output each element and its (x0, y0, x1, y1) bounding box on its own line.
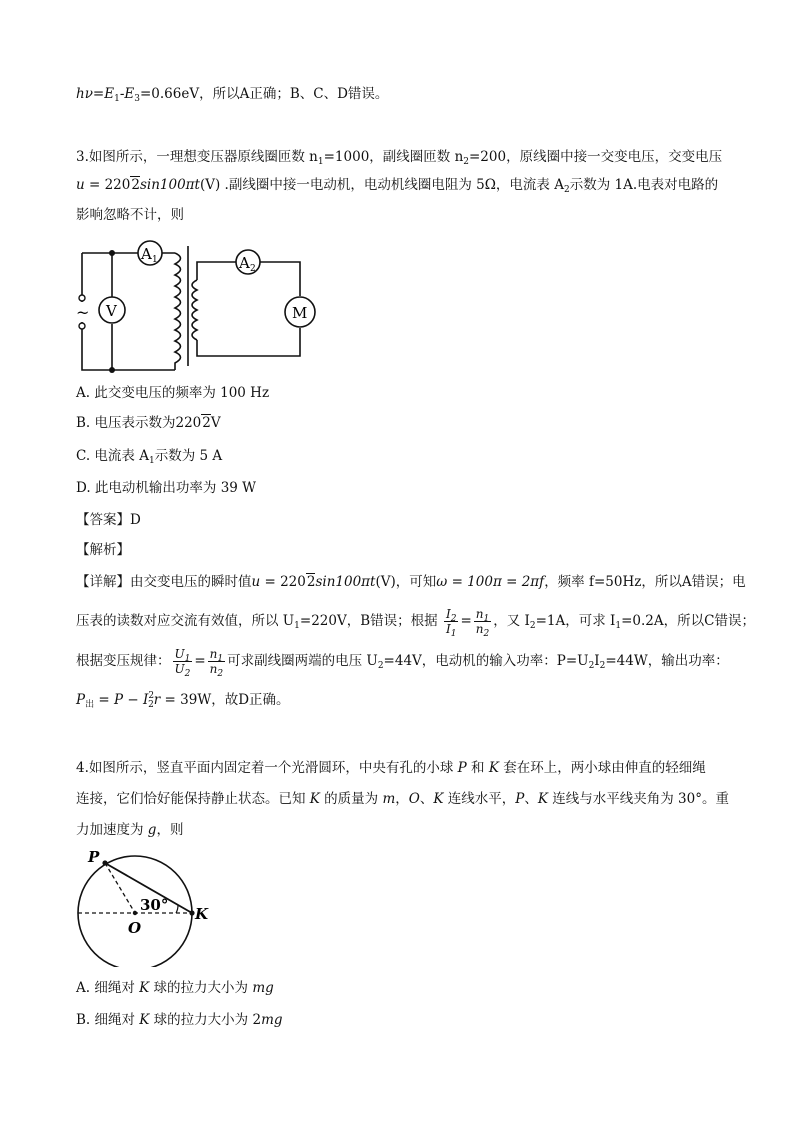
question-4-line-1: 4.如图所示，竖直平面内固定着一个光滑圆环，中央有孔的小球 P 和 K 套在环上，两小球由伸直的轻细绳 (76, 760, 706, 776)
option-a: A. 此交变电压的频率为 100 Hz (76, 385, 270, 401)
svg-text:V: V (106, 302, 117, 320)
ball-p (102, 860, 107, 865)
fraction: $\frac{n_1}{n_2}$ (475, 607, 490, 639)
svg-text:P: P (88, 848, 100, 866)
q4-option-a: A. 细绳对 K 球的拉力大小为 mg (76, 980, 274, 996)
question-4-line-2: 连接，它们恰好能保持静止状态。已知 K 的质量为 m，O、K 连线水平，P、K 连线与水平线夹角为 30°。重 (76, 791, 729, 807)
svg-text:O: O (128, 919, 142, 937)
option-b: B. 电压表示数为2202V (76, 415, 221, 431)
detail-line-1: 【详解】由交变电压的瞬时值u = 2202sin100πt(V)，可知ω = 100π = 2πf，频率 f=50Hz，所以A错误；电 (76, 574, 746, 590)
question-3-line-2: u = 2202sin100πt(V) .副线圈中接一电动机，电动机线圈电阻为 5Ω，电流表 $A_2$示数为 1A.电表对电路的 (76, 177, 719, 195)
question-3-line-1: 3.如图所示，一理想变压器原线圈匝数 $n_1=1000$，副线圈匝数 $n_2=200$，原线圈中接一交变电压，交变电压 (76, 149, 723, 167)
junction-node (109, 367, 115, 373)
junction-node (109, 250, 115, 256)
question-4-line-3: 力加速度为 g，则 (76, 822, 184, 838)
option-c: C. 电流表 $A_1$示数为 5 A (76, 448, 223, 466)
svg-text:K: K (195, 905, 209, 923)
answer-label: 【答案】D (76, 512, 141, 528)
svg-text:2: 2 (250, 264, 256, 274)
svg-text:A: A (141, 245, 152, 263)
center-o (133, 911, 137, 915)
detail-line-4: $P_出 = P - I^2_2r = 39W$，故D正确。 (76, 691, 290, 710)
question-3-line-3: 影响忽略不计，则 (76, 207, 184, 223)
svg-text:30°: 30° (140, 896, 169, 914)
ball-k (189, 910, 194, 915)
svg-text:A: A (239, 254, 250, 272)
svg-text:1: 1 (152, 255, 158, 265)
q4-option-b: B. 细绳对 K 球的拉力大小为 2mg (76, 1012, 283, 1028)
fraction: $\frac{I_2}{I_1}$ (445, 607, 457, 639)
transformer-circuit-diagram (70, 238, 320, 373)
svg-text:M: M (292, 304, 308, 322)
ac-source-symbol: ~ (76, 303, 90, 322)
detail-line-2: 压表的读数对应交流有效值，所以 $U_1=220V$，B错误；根据 $\frac{I_2}{I_1}$ = $\frac{n_1}{n_2}$ ，又 $I_2=1A$，可求 $I_1=0.2A$，所以C错误； (76, 607, 755, 639)
detail-line-3: 根据变压规律： $\frac{U_1}{U_2}$ = $\frac{n_1}{n_2}$ 可求副线圈两端的电压 $U_2=44V$，电动机的输入功率：$P=U_2I_2=44W$，输出功率： (76, 647, 729, 679)
ring-diagram (70, 842, 220, 967)
text-line: $h\nu=E_1-E_3=0.66eV$，所以A正确；B、C、D错误。 (76, 86, 389, 104)
fraction: $\frac{U_1}{U_2}$ (174, 647, 191, 679)
option-d: D. 此电动机输出功率为 39 W (76, 480, 257, 496)
fraction: $\frac{n_1}{n_2}$ (209, 647, 224, 679)
analysis-label: 【解析】 (76, 542, 130, 558)
